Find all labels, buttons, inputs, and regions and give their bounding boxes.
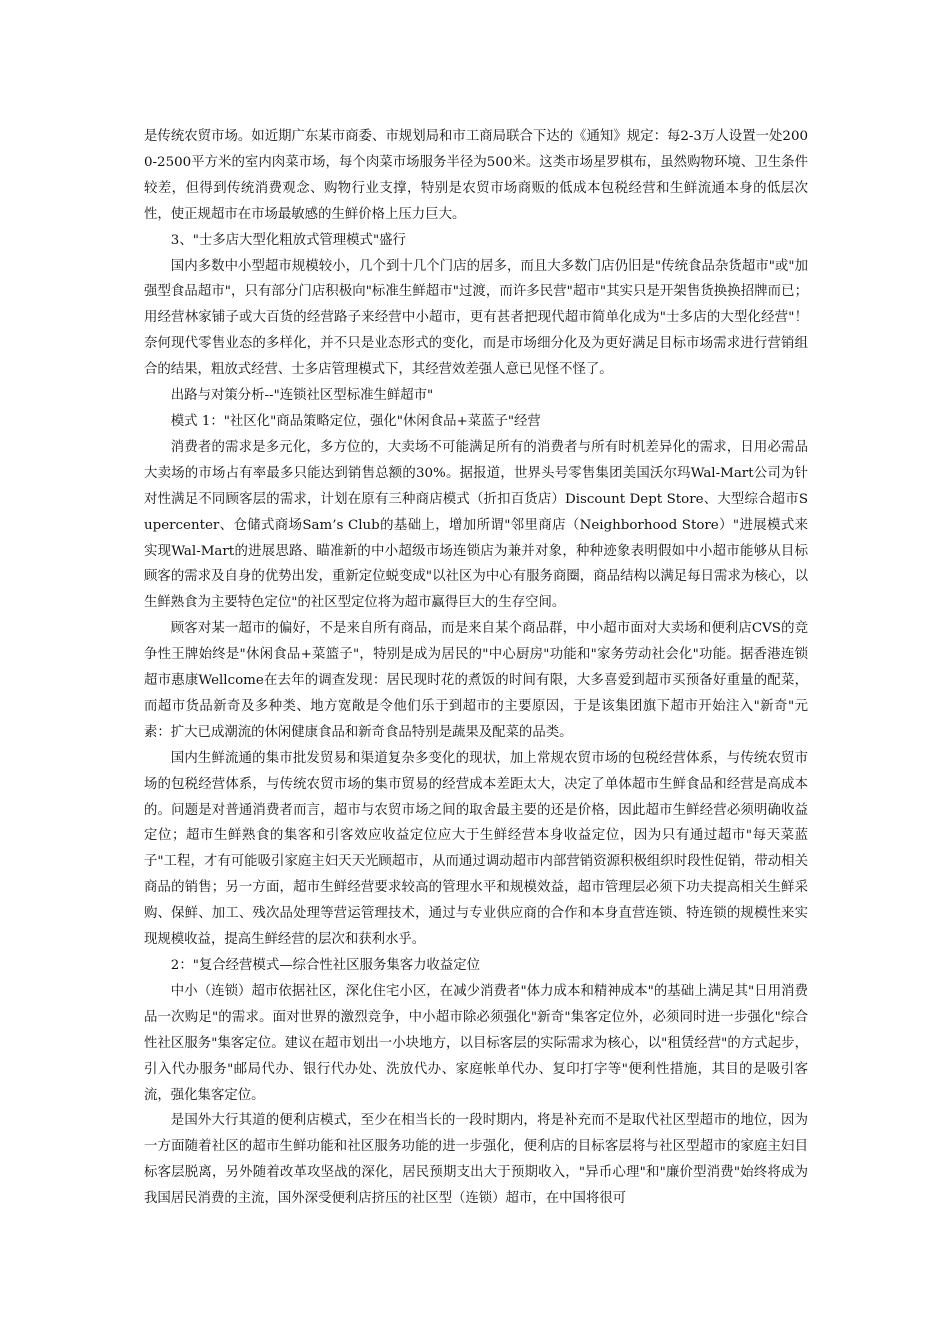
heading-mode-1: 模式 1："社区化"商品策略定位，强化"休闲食品+菜蓝子"经营 <box>170 413 541 429</box>
heading-store-management-mode: 3、"士多店大型化粗放式管理模式"盛行 <box>170 232 406 248</box>
paragraph-fresh-food-distribution: 国内生鲜流通的集市批发贸易和渠道复杂多变化的现状，加上常规农贸市场的包税经营体系，与传统农贸市场的包税经营体系，与传统农贸市场的集市贸易的经营成本差距太大，决定了单体超市生鲜食品和经营是高成本的。问题是对普通消费者而言，超市与农贸市场之间的取舍最主要的还是价格，因此超市生鲜经营必须明确收益定位；超市生鲜熟食的集客和引客效应收益定位应大于生鲜经营本身收益定位，因为只有通过超市"每天菜蓝子"工程，才有可能吸引家庭主妇天天光顾超市，从而通过调动超市内部营销资源积极组织时段性促销，带动相关商品的销售；另一方面，超市生鲜经营要求较高的管理水平和规模效益，超市管理层必须下功夫提高相关生鲜采购、保鲜、加工、残次品处理等营运管理技术，通过与专业供应商的合作和本身直营连锁、特连锁的规模性来实现规模收益，提高生鲜经营的层次和获利水乎。 <box>144 750 808 948</box>
paragraph-small-supermarkets: 国内多数中小型超市规模较小，几个到十几个门店的居多，而且大多数门店仍旧是"传统食品杂货超市"或"加强型食品超市"，只有部分门店积极向"标准生鲜超市"过渡，而许多民营"超市"其实只是开架售货换换招牌而已；用经营林家铺子或大百货的经营路子来经营中小超市，更有甚者把现代超市简单化成为"士多店的大型化经营"！奈何现代零售业态的多样化，并不只是业态形式的变化，而是市场细分化及为更好满足目标市场需求进行营销组合的结果，粗放式经营、士多店管理模式下，其经营效差强人意已见怪不怪了。 <box>144 258 808 378</box>
paragraph-customer-preference: 顾客对某一超市的偏好，不是来自所有商品，而是来自某个商品群，中小超市面对大卖场和便利店CVS的竞争性王牌始终是"休闲食品+菜篮子"，特别是成为居民的"中心厨房"功能和"家务劳动社会化"功能。据香港连锁超市惠康Wellcome在去年的调查发现：居民现时花的煮饭的时间有限，大多喜爱到超市买预备好重量的配菜，而超市货品新奇及多种类、地方宽敞是令他们乐于到超市的主要原因，于是该集团旗下超市开始注入"新奇"元素：扩大已成潮流的休闲健康食品和新奇食品特别是蔬果及配菜的品类。 <box>144 621 808 740</box>
document-page <box>144 124 808 1212</box>
paragraph-community-service: 中小（连锁）超市依据社区，深化住宅小区，在减少消费者"体力成本和精神成本"的基础上满足其"日用消费品一次购足"的需求。面对世界的激烈竞争，中小超市除必须强化"新奇"集客定位外，必须同时进一步强化"综合性社区服务"集客定位。建议在超市划出一小块地方，以目标客层的实际需求为核心，以"租赁经营"的方式起步，引入代办服务"邮局代办、银行代办处、洗放代办、家庭帐单代办、复印打字等"便利性措施，其目的是吸引客流，强化集客定位。 <box>144 983 808 1103</box>
paragraph-convenience-store-model: 是国外大行其道的便利店模式，至少在相当长的一段时期内，将是补充而不是取代社区型超市的地位，因为一方面随着社区的超市生鲜功能和社区服务功能的进一步强化，便利店的目标客层将与社区型超市的家庭主妇目标客层脱离，另外随着改革攻坚战的深化，居民预期支出大于预期收入，"异币心理"和"廉价型消费"始终将成为我国居民消费的主流，国外深受便利店挤压的社区型（连锁）超市，在中国将很可 <box>144 1113 808 1207</box>
heading-mode-2: 2："复合经营模式—综合性社区服务集客力收益定位 <box>170 958 481 973</box>
heading-solutions-analysis: 出路与对策分析--"连锁社区型标准生鲜超市" <box>170 388 434 404</box>
paragraph-wet-market-intro: 是传统农贸市场。如近期广东某市商委、市规划局和市工商局联合下达的《通知》规定：每2-3万人设置一处2000-2500平方米的室内肉菜市场，每个肉菜市场服务半径为500米。这类市场星罗棋布，虽然购物环境、卫生条件较差，但得到传统消费观念、购物行业支撑，特别是农贸市场商贩的低成本包税经营和生鲜流通本身的低层次性，使正规超市在市场最敏感的生鲜价格上压力巨大。 <box>144 129 808 222</box>
paragraph-consumer-needs: 消费者的需求是多元化，多方位的，大卖场不可能满足所有的消费者与所有时机差异化的需求，日用必需品大卖场的市场占有率最多只能达到销售总额的30%。据报道，世界头号零售集团美国沃尔玛Wal-Mart公司为针对性满足不同顾客层的需求，计划在原有三种商店模式（折扣百货店）Discount Dept Store、大型综合超市Supercenter、仓储式商场Sam’s Club的基础上，增加所谓"邻里商店（Neighborhood Store）"进展模式来实现Wal-Mart的进展思路、瞄准新的中小超级市场连锁店为兼并对象，种种迹象表明假如中小超市能够从目标顾客的需求及自身的优势出发，重新定位蜕变成"以社区为中心有服务商圈，商品结构以满足每日需求为核心，以生鲜熟食为主要特色定位"的社区型定位将为超市赢得巨大的生存空间。 <box>144 439 808 611</box>
